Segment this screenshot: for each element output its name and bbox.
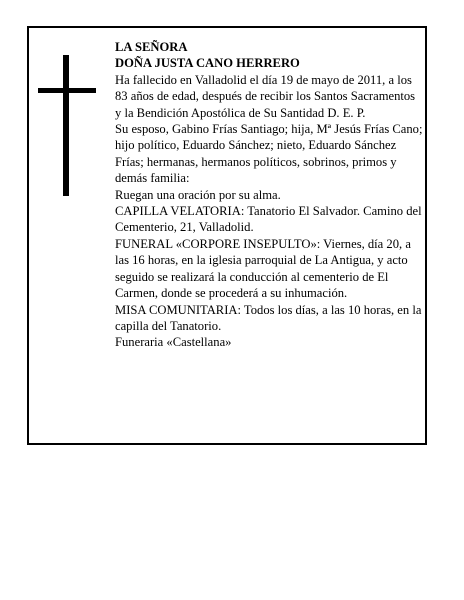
family-list: Su esposo, Gabino Frías Santiago; hija, Mª Jesús Frías Cano; hijo político, Eduardo Sánchez; nieto, Eduardo Sánchez Frías; hermanas, hermanos políticos, sobrinos, primos y demás familia: [115,122,423,186]
funeral-home: Funeraria «Castellana» [115,335,232,350]
funeral-info: FUNERAL «CORPORE INSEPULTO»: Viernes, día 20, a las 16 horas, en la iglesia parroquial de La Antigua, y acto seguido se realizará la conducción al cementerio de El Carmen, donde se procederá a su inhumación. [115,236,411,301]
cross-icon [38,55,96,196]
cross-horizontal-bar [38,88,96,93]
community-mass-info: MISA COMUNITARIA: Todos los días, a las 10 horas, en la capilla del Tanatorio. [115,302,422,333]
deceased-name: DOÑA JUSTA CANO HERRERO [115,56,300,71]
death-announcement: Ha fallecido en Valladolid el día 19 de mayo de 2011, a los 83 años de edad, después de recibir los Santos Sacramentos y la Bendición Apostólica de Su Santidad D. E. P. [115,72,416,120]
notice-heading-title: LA SEÑORA [115,40,188,54]
prayer-request: Ruegan una oración por su alma. [115,187,281,202]
cross-vertical-bar [63,55,69,196]
obituary-text [115,39,423,351]
wake-chapel-info: CAPILLA VELATORIA: Tanatorio El Salvador. Camino del Cementerio, 21, Valladolid. [115,204,422,235]
